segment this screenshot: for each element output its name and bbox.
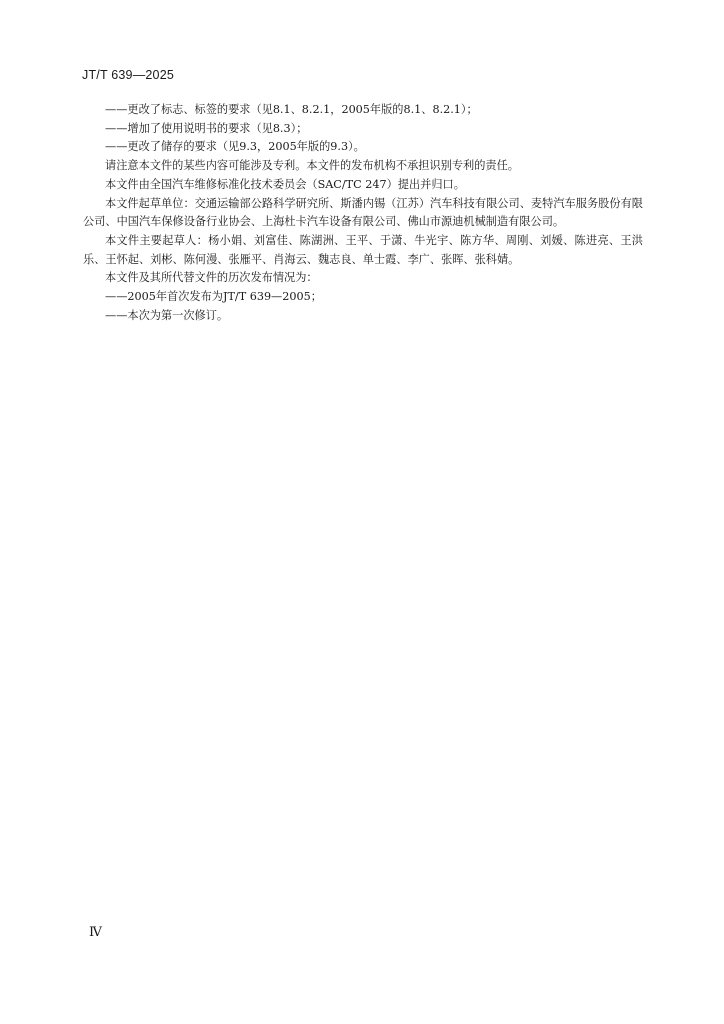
change-item-storage: ——更改了储存的要求（见9.3，2005年版的9.3）。 — [105, 140, 365, 154]
drafting-organizations: 本文件起草单位：交通运输部公路科学研究所、斯潘内锡（江苏）汽车科技有限公司、麦特汽车服务股份有限公司、中国汽车保修设备行业协会、上海杜卡汽车设备有限公司、佛山市源迪机械制造有限公司。 — [83, 196, 643, 229]
patent-notice: 请注意本文件的某些内容可能涉及专利。本文件的发布机构不承担识别专利的责任。 — [105, 159, 519, 173]
release-history-item-current: ——本次为第一次修订。 — [105, 308, 229, 322]
change-item-labels: ——更改了标志、标签的要求（见8.1、8.2.1，2005年版的8.1、8.2.1）； — [105, 103, 478, 116]
proposer-statement: 本文件由全国汽车维修标准化技术委员会（SAC/TC 247）提出并归口。 — [105, 177, 465, 191]
drafters-list: 本文件主要起草人：杨小娟、刘富佳、陈湖洲、王平、于潇、牛光宇、陈方华、周刚、刘媛、陈进亮、王洪乐、王怀起、刘彬、陈何漫、张雁平、肖海云、魏志良、单士霞、李广、张晖、张科婧。 — [83, 233, 643, 266]
release-history-intro: 本文件及其所代替文件的历次发布情况为： — [105, 271, 318, 285]
page-number: Ⅳ — [89, 925, 102, 940]
change-item-manual: ——增加了使用说明书的要求（见8.3）； — [105, 121, 308, 135]
foreword-body — [83, 101, 643, 325]
document-code: JT/T 639—2025 — [82, 68, 175, 82]
release-history-item-2005: ——2005年首次发布为JT/T 639—2005； — [105, 290, 322, 304]
